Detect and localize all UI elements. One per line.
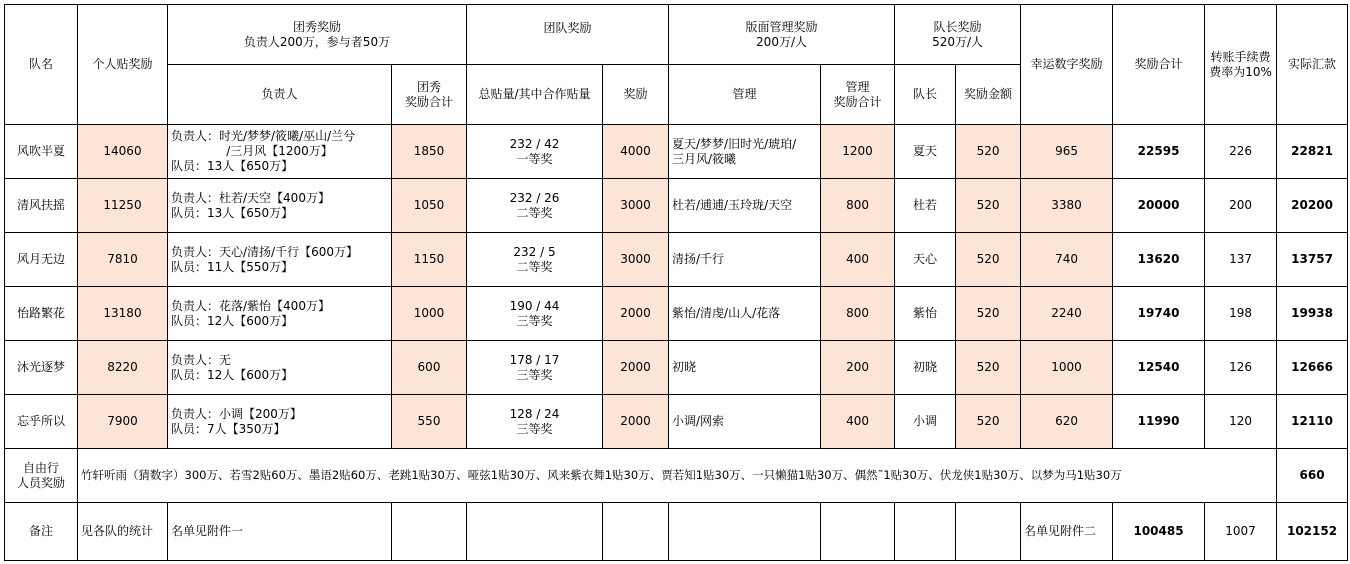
posts-count: 190 / 44 xyxy=(509,298,560,313)
cell-mgmt-total[interactable]: 400 xyxy=(821,233,895,287)
header-row-1 xyxy=(5,5,1348,65)
cell-captain-amount[interactable]: 520 xyxy=(956,125,1021,179)
cell-team[interactable]: 沐光逐梦 xyxy=(5,341,78,395)
cell-captain-amount[interactable]: 520 xyxy=(956,395,1021,449)
cell-management[interactable] xyxy=(669,287,821,341)
cell-posts[interactable] xyxy=(467,287,603,341)
posts-rank: 二等奖 xyxy=(516,205,553,220)
cell-lucky[interactable]: 620 xyxy=(1021,395,1113,449)
cell-empty[interactable] xyxy=(956,503,1021,561)
cell-team-award[interactable]: 4000 xyxy=(603,125,669,179)
cell-group-show-total[interactable]: 1150 xyxy=(392,233,467,287)
cell-reward-total[interactable]: 19740 xyxy=(1113,287,1205,341)
cell-captain[interactable]: 杜若 xyxy=(895,179,956,233)
cell-empty[interactable] xyxy=(821,503,895,561)
cell-free-details[interactable]: 竹轩听雨（猜数字）300万、若雪2贴60万、墨语2贴60万、老跳1贴30万、哑弦1贴30万、风来紫衣舞1贴30万、贾若知1贴30万、一只懒猫1贴30万、偶然˜1贴30万、伏龙侠1贴30万、以梦为马1贴30万 xyxy=(78,449,1277,503)
mgmt-line: 初晓 xyxy=(672,360,697,374)
cell-empty[interactable] xyxy=(895,503,956,561)
reward-table xyxy=(4,4,1348,561)
fee-line-2: 费率为10% xyxy=(1209,64,1272,79)
table-row xyxy=(5,179,1348,233)
cell-grand-actual[interactable]: 102152 xyxy=(1277,503,1348,561)
header-team-reward[interactable]: 团队奖励 xyxy=(467,5,669,65)
cell-group-note[interactable]: 名单见附件一 xyxy=(168,503,392,561)
posts-count: 232 / 26 xyxy=(509,190,560,205)
responsible-line: 负责人：天心/清扬/千行【600万】 xyxy=(171,244,358,259)
mgmt-total-line-2: 奖励合计 xyxy=(833,94,882,109)
mgmt-line: 夏天/梦梦/旧时光/琥珀/ xyxy=(672,136,797,151)
cell-reward-total[interactable]: 13620 xyxy=(1113,233,1205,287)
cell-captain[interactable]: 天心 xyxy=(895,233,956,287)
cell-team-award[interactable]: 3000 xyxy=(603,233,669,287)
responsible-line: 队员：13人【650万】 xyxy=(171,205,294,220)
captain-subtitle: 520万/人 xyxy=(932,34,984,49)
posts-rank: 二等奖 xyxy=(516,259,553,274)
cell-empty[interactable] xyxy=(392,503,467,561)
cell-fee[interactable]: 126 xyxy=(1205,341,1277,395)
layout-mgmt-subtitle: 200万/人 xyxy=(756,34,807,49)
responsible-line: 负责人：时光/梦梦/筱曦/巫山/兰兮 xyxy=(171,129,356,143)
cell-actual[interactable]: 12666 xyxy=(1277,341,1348,395)
posts-rank: 一等奖 xyxy=(516,151,553,166)
header-total-posts[interactable]: 总贴量/其中合作贴量 xyxy=(467,65,603,125)
cell-reward-total[interactable]: 20000 xyxy=(1113,179,1205,233)
header-mgmt-total[interactable] xyxy=(821,65,895,125)
table-row xyxy=(5,233,1348,287)
mgmt-total-line-1: 管理 xyxy=(845,79,870,94)
responsible-line: 负责人：杜若/天空【400万】 xyxy=(171,190,330,205)
mgmt-line: 杜若/逋逋/玉玲珑/天空 xyxy=(672,198,793,212)
mgmt-line: 清扬/千行 xyxy=(672,252,725,266)
fee-line-1: 转账手续费 xyxy=(1210,49,1271,64)
mgmt-line: 紫怡/清虔/山人/花落 xyxy=(672,306,781,320)
cell-lucky[interactable]: 1000 xyxy=(1021,341,1113,395)
cell-posts[interactable] xyxy=(467,395,603,449)
cell-fee[interactable]: 226 xyxy=(1205,125,1277,179)
posts-count: 232 / 42 xyxy=(509,136,560,151)
cell-group-show-total[interactable]: 600 xyxy=(392,341,467,395)
cell-personal[interactable]: 7900 xyxy=(78,395,168,449)
posts-count: 178 / 17 xyxy=(509,352,560,367)
cell-fee[interactable]: 198 xyxy=(1205,287,1277,341)
cell-team[interactable]: 忘乎所以 xyxy=(5,395,78,449)
free-label-line-2: 人员奖励 xyxy=(16,475,65,490)
table-row xyxy=(5,395,1348,449)
cell-actual[interactable]: 13757 xyxy=(1277,233,1348,287)
group-show-total-line-1: 团秀 xyxy=(416,79,441,94)
cell-mgmt-total[interactable]: 200 xyxy=(821,341,895,395)
table-row xyxy=(5,125,1348,179)
responsible-line: 队员：12人【600万】 xyxy=(171,313,294,328)
group-show-title: 团秀奖励 xyxy=(292,19,341,34)
notes-row xyxy=(5,503,1348,561)
posts-rank: 三等奖 xyxy=(516,421,553,436)
cell-mgmt-total[interactable]: 800 xyxy=(821,179,895,233)
layout-mgmt-title: 版面管理奖励 xyxy=(745,19,818,34)
cell-team[interactable]: 清风扶摇 xyxy=(5,179,78,233)
header-personal-reward[interactable]: 个人贴奖励 xyxy=(78,5,168,125)
header-group-show-total[interactable] xyxy=(392,65,467,125)
header-captain[interactable] xyxy=(895,5,1021,65)
posts-rank: 三等奖 xyxy=(516,367,553,382)
cell-fee[interactable]: 200 xyxy=(1205,179,1277,233)
cell-captain[interactable]: 夏天 xyxy=(895,125,956,179)
cell-group-show-total[interactable]: 1050 xyxy=(392,179,467,233)
cell-lucky[interactable]: 740 xyxy=(1021,233,1113,287)
cell-management[interactable] xyxy=(669,395,821,449)
table-row xyxy=(5,341,1348,395)
responsible-line: 负责人：花落/紫怡【400万】 xyxy=(171,298,330,313)
cell-team-award[interactable]: 3000 xyxy=(603,179,669,233)
responsible-line: 负责人：无 xyxy=(171,352,232,367)
cell-posts[interactable] xyxy=(467,233,603,287)
cell-responsible[interactable] xyxy=(168,395,392,449)
header-layout-mgmt[interactable] xyxy=(669,5,895,65)
cell-team[interactable]: 怡路繁花 xyxy=(5,287,78,341)
header-team-award[interactable]: 奖励 xyxy=(603,65,669,125)
header-fee[interactable] xyxy=(1205,5,1277,125)
cell-group-show-total[interactable]: 1850 xyxy=(392,125,467,179)
cell-reward-total[interactable]: 11990 xyxy=(1113,395,1205,449)
cell-fee[interactable]: 137 xyxy=(1205,233,1277,287)
cell-personal[interactable]: 7810 xyxy=(78,233,168,287)
posts-count: 128 / 24 xyxy=(509,406,560,421)
cell-posts[interactable] xyxy=(467,125,603,179)
responsible-line: 负责人：小调【200万】 xyxy=(171,406,302,421)
cell-group-show-total[interactable]: 550 xyxy=(392,395,467,449)
cell-lucky[interactable]: 965 xyxy=(1021,125,1113,179)
cell-team[interactable]: 风吹半夏 xyxy=(5,125,78,179)
cell-free-label[interactable] xyxy=(5,449,78,503)
cell-captain-amount[interactable]: 520 xyxy=(956,287,1021,341)
cell-lucky[interactable]: 2240 xyxy=(1021,287,1113,341)
cell-responsible[interactable] xyxy=(168,233,392,287)
cell-empty[interactable] xyxy=(669,503,821,561)
cell-team-award[interactable]: 2000 xyxy=(603,341,669,395)
cell-captain-amount[interactable]: 520 xyxy=(956,233,1021,287)
cell-lucky[interactable]: 3380 xyxy=(1021,179,1113,233)
cell-captain-amount[interactable]: 520 xyxy=(956,179,1021,233)
cell-personal[interactable]: 13180 xyxy=(78,287,168,341)
cell-free-total[interactable]: 660 xyxy=(1277,449,1348,503)
cell-responsible[interactable] xyxy=(168,287,392,341)
cell-captain-amount[interactable]: 520 xyxy=(956,341,1021,395)
cell-notes-label[interactable]: 备注 xyxy=(5,503,78,561)
cell-responsible[interactable] xyxy=(168,179,392,233)
cell-team[interactable]: 风月无边 xyxy=(5,233,78,287)
cell-captain[interactable]: 初晓 xyxy=(895,341,956,395)
mgmt-line: 小调/网索 xyxy=(672,414,725,428)
cell-empty[interactable] xyxy=(603,503,669,561)
cell-management[interactable] xyxy=(669,233,821,287)
free-label-line-1: 自由行 xyxy=(22,460,59,475)
responsible-line: 队员：12人【600万】 xyxy=(171,367,294,382)
cell-grand-fee[interactable]: 1007 xyxy=(1205,503,1277,561)
cell-responsible[interactable] xyxy=(168,341,392,395)
cell-management[interactable] xyxy=(669,125,821,179)
header-captain-amount[interactable]: 奖励金额 xyxy=(956,65,1021,125)
cell-grand-reward-total[interactable]: 100485 xyxy=(1113,503,1205,561)
cell-actual[interactable]: 22821 xyxy=(1277,125,1348,179)
cell-team-award[interactable]: 2000 xyxy=(603,287,669,341)
cell-fee[interactable]: 120 xyxy=(1205,395,1277,449)
header-group-show[interactable] xyxy=(168,5,467,65)
cell-team-award[interactable]: 2000 xyxy=(603,395,669,449)
cell-personal[interactable]: 11250 xyxy=(78,179,168,233)
cell-group-show-total[interactable]: 1000 xyxy=(392,287,467,341)
header-lucky-number[interactable]: 幸运数字奖励 xyxy=(1021,5,1113,125)
cell-actual[interactable]: 12110 xyxy=(1277,395,1348,449)
cell-personal-note[interactable]: 见各队的统计 xyxy=(78,503,168,561)
cell-actual[interactable]: 19938 xyxy=(1277,287,1348,341)
cell-reward-total[interactable]: 22595 xyxy=(1113,125,1205,179)
header-reward-total[interactable]: 奖励合计 xyxy=(1113,5,1205,125)
cell-management[interactable] xyxy=(669,179,821,233)
responsible-line: 队员：13人【650万】 xyxy=(171,159,294,173)
captain-title: 队长奖励 xyxy=(933,19,982,34)
header-captain-name[interactable]: 队长 xyxy=(895,65,956,125)
cell-posts[interactable] xyxy=(467,341,603,395)
cell-personal[interactable]: 14060 xyxy=(78,125,168,179)
responsible-line: /三月风【1200万】 xyxy=(226,144,333,158)
cell-captain[interactable]: 小调 xyxy=(895,395,956,449)
cell-actual[interactable]: 20200 xyxy=(1277,179,1348,233)
cell-empty[interactable] xyxy=(467,503,603,561)
group-show-total-line-2: 奖励合计 xyxy=(404,94,453,109)
cell-responsible[interactable] xyxy=(168,125,392,179)
cell-reward-total[interactable]: 12540 xyxy=(1113,341,1205,395)
cell-lucky-note[interactable]: 名单见附件二 xyxy=(1021,503,1113,561)
cell-mgmt-total[interactable]: 800 xyxy=(821,287,895,341)
free-rider-row xyxy=(5,449,1348,503)
header-management[interactable]: 管理 xyxy=(669,65,821,125)
cell-captain[interactable]: 紫怡 xyxy=(895,287,956,341)
responsible-line: 队员：7人【350万】 xyxy=(171,421,286,436)
cell-management[interactable] xyxy=(669,341,821,395)
header-team-name[interactable]: 队名 xyxy=(5,5,78,125)
cell-personal[interactable]: 8220 xyxy=(78,341,168,395)
cell-mgmt-total[interactable]: 1200 xyxy=(821,125,895,179)
header-actual-total[interactable]: 实际汇款 xyxy=(1277,5,1348,125)
posts-count: 232 / 5 xyxy=(513,244,556,259)
cell-posts[interactable] xyxy=(467,179,603,233)
group-show-subtitle: 负责人200万，参与者50万 xyxy=(243,34,391,49)
mgmt-line: 三月风/筱曦 xyxy=(672,151,737,166)
header-responsible[interactable]: 负责人 xyxy=(168,65,392,125)
posts-rank: 三等奖 xyxy=(516,313,553,328)
responsible-line: 队员：11人【550万】 xyxy=(171,259,294,274)
cell-mgmt-total[interactable]: 400 xyxy=(821,395,895,449)
table-row xyxy=(5,287,1348,341)
